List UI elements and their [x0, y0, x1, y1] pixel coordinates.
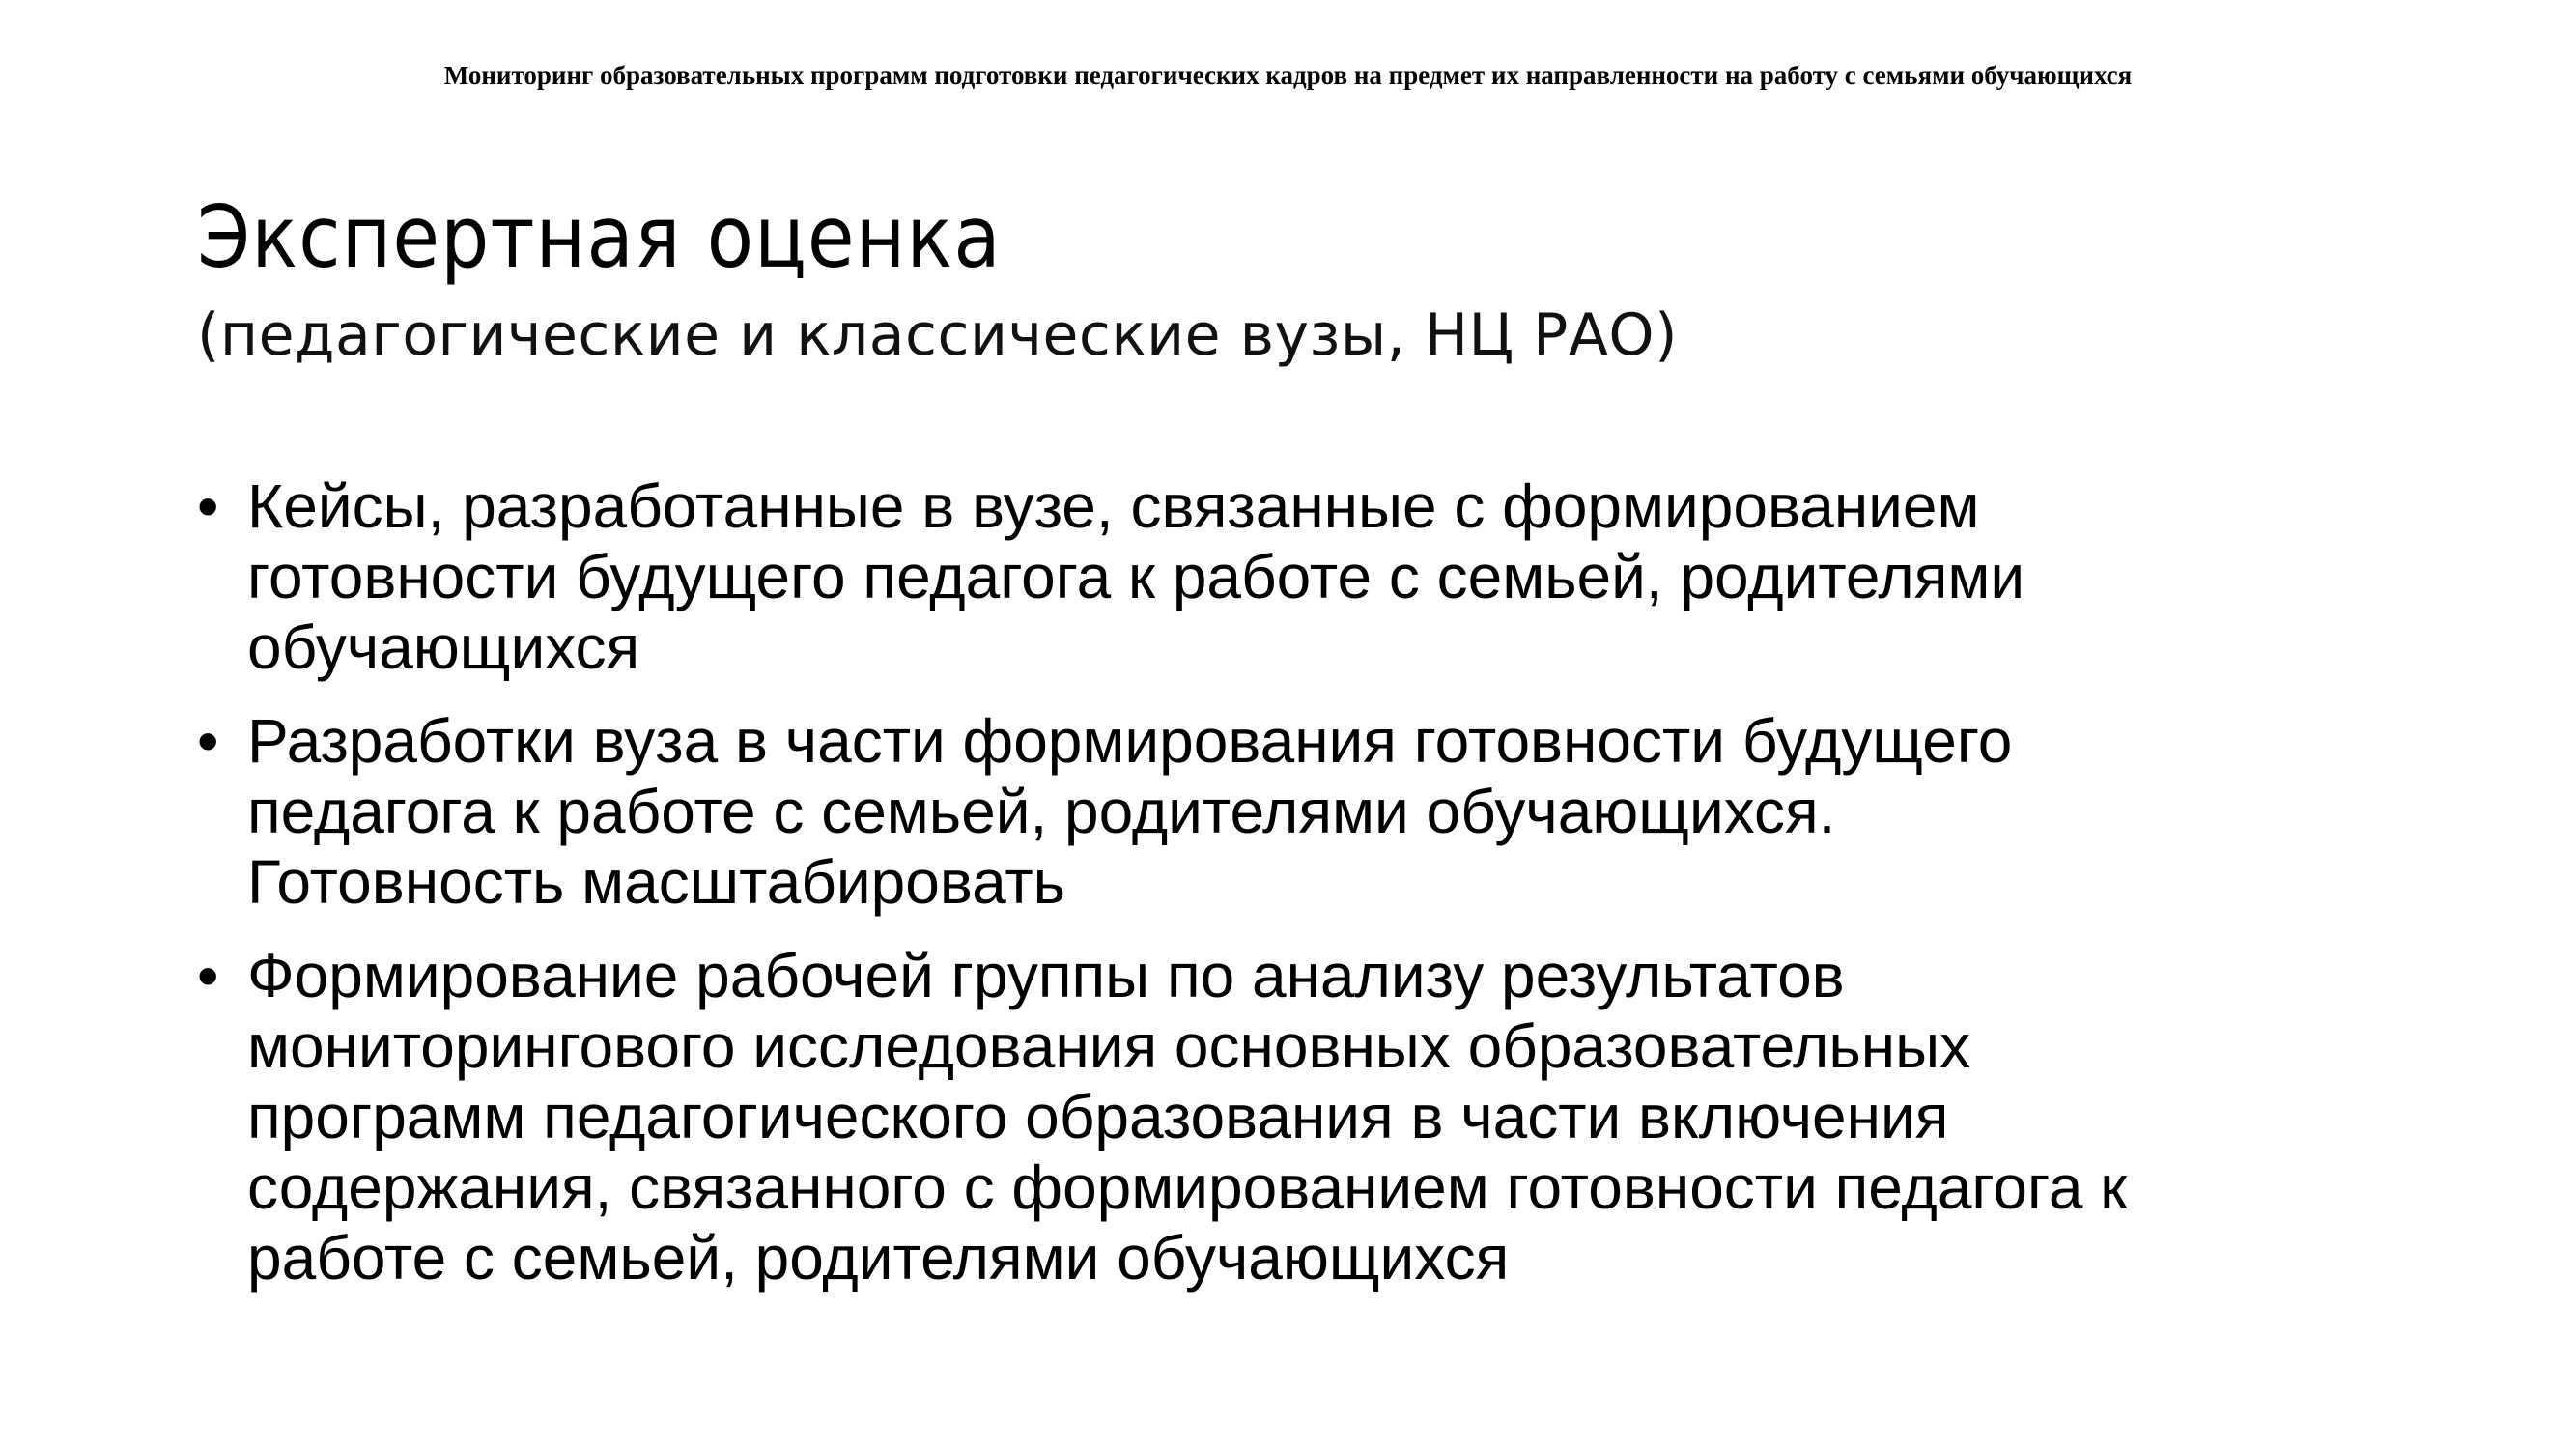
bullet-text-line: Разработки вуза в части формирования готовности будущего [247, 706, 2013, 776]
bullet-text-line: мониторингового исследования основных образовательных [247, 1011, 1971, 1081]
slide-subtitle: (педагогические и классические вузы, НЦ РАО) [197, 301, 1679, 369]
slide-title: Экспертная оценка [197, 187, 1002, 287]
bullet-marker: • [197, 706, 219, 776]
bullet-item [197, 471, 2419, 683]
slide-header: Мониторинг образовательных программ подготовки педагогических кадров на предмет их направленности на работу с семьями обучающихся [443, 61, 2133, 90]
bullet-text-line: Кейсы, разработанные в вузе, связанные с формированием [247, 471, 1980, 541]
bullet-list [197, 471, 2419, 1317]
bullet-marker: • [197, 471, 219, 541]
title-block [197, 189, 2419, 367]
bullet-marker: • [197, 941, 219, 1010]
bullet-text-line: педагога к работе с семьей, родителями обучающихся. [247, 777, 1836, 846]
bullet-text-line: готовности будущего педагога к работе с семьей, родителями [247, 542, 2025, 611]
bullet-text-line: работе с семьей, родителями обучающихся [247, 1223, 1510, 1293]
bullet-text-line: Формирование рабочей группы по анализу результатов [247, 941, 1845, 1010]
bullet-text-line: обучающихся [247, 612, 640, 682]
bullet-text-line: программ педагогического образования в части включения [247, 1082, 1949, 1151]
bullet-text-line: Готовность масштабировать [247, 847, 1065, 917]
bullet-item [197, 706, 2419, 918]
bullet-item [197, 941, 2419, 1293]
bullet-text-line: содержания, связанного с формированием готовности педагога к [247, 1152, 2128, 1222]
